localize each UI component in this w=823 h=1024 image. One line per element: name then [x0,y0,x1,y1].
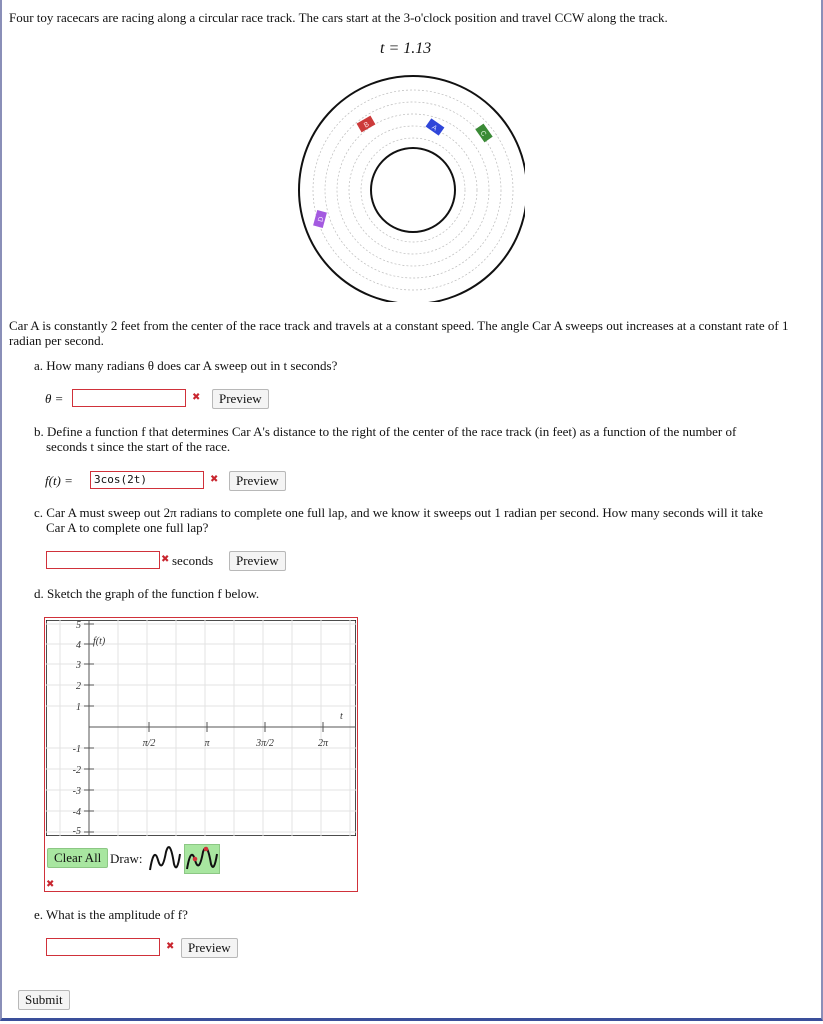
y-tick-1: 1 [76,702,81,713]
y-tick-neg1: -1 [72,744,81,755]
car-a-label: A [430,124,439,133]
x-tick-pi-half: π/2 [142,738,156,749]
part-e-preview-button[interactable]: Preview [181,938,238,958]
car-b-label: B [362,121,371,130]
part-b-error-icon: ✖ [210,474,219,485]
car-d-label: D [317,216,326,223]
part-b-preview-button[interactable]: Preview [229,471,286,491]
part-a-error-icon: ✖ [192,392,201,403]
part-c-error-icon: ✖ [161,554,170,565]
part-c-input[interactable] [46,551,160,569]
sine-wave-points-icon [185,845,219,873]
x-axis-label: t [340,711,343,722]
part-c-preview-button[interactable]: Preview [229,551,286,571]
time-label: t = 1.13 [380,40,432,57]
y-axis-label: f(t) [93,636,106,647]
part-e-error-icon: ✖ [166,941,175,952]
y-tick-4: 4 [76,640,81,651]
part-a-lhs: θ = [45,391,64,406]
part-b-question-line1: b. Define a function f that determines Car A's distance to the right of the center of the race track (in feet) as a function of the number of [34,424,737,439]
part-c-unit: seconds [172,553,214,568]
part-e-input[interactable] [46,938,160,956]
car-a [426,118,445,135]
y-tick-neg3: -3 [72,786,81,797]
part-a-question: a. How many radians θ does car A sweep out in t seconds? [34,358,338,373]
clear-all-button[interactable]: Clear All [47,848,108,868]
y-tick-2: 2 [76,681,81,692]
sketch-graph[interactable] [46,620,356,836]
part-a-input[interactable] [72,389,186,407]
part-c-question-line1: c. Car A must sweep out 2π radians to complete one full lap, and we know it sweeps out 1 radian per second. How many seconds will it take [34,505,763,520]
y-tick-3: 3 [76,660,81,671]
car-b [357,116,376,133]
y-tick-neg5: -5 [72,826,81,836]
race-track [295,72,525,302]
y-tick-neg4: -4 [72,807,81,818]
car-c-label: C [478,129,488,138]
car-d [313,210,327,228]
part-c-question-line2: Car A to complete one full lap? [46,520,209,535]
x-tick-2pi: 2π [317,738,329,749]
y-tick-neg2: -2 [72,765,81,776]
part-b-lhs: f(t) = [45,473,73,488]
intro-text: Four toy racecars are racing along a circular race track. The cars start at the 3-o'clock position and travel CCW along the track. [9,10,668,25]
car-c [475,124,492,143]
x-tick-pi: π [204,738,210,749]
y-tick-5: 5 [76,620,81,631]
submit-button[interactable]: Submit [18,990,70,1010]
part-d-question: d. Sketch the graph of the function f below. [34,586,260,601]
part-d-error-icon: ✖ [46,879,55,890]
draw-label: Draw: [110,851,143,866]
sine-point-tool-button[interactable] [184,844,220,874]
sine-wave-icon [148,844,182,874]
description-text: Car A is constantly 2 feet from the center of the race track and travels at a constant speed. The angle Car A sweeps out increases at a constant rate of 1 radian per second. [9,318,789,348]
part-e-question: e. What is the amplitude of f? [34,907,188,922]
x-tick-3pi-half: 3π/2 [256,738,274,749]
part-b-input[interactable]: 3cos(2t) [90,471,204,489]
part-a-preview-button[interactable]: Preview [212,389,269,409]
sine-tool-button[interactable] [148,844,182,874]
part-b-question-line2: seconds t since the start of the race. [46,439,231,454]
